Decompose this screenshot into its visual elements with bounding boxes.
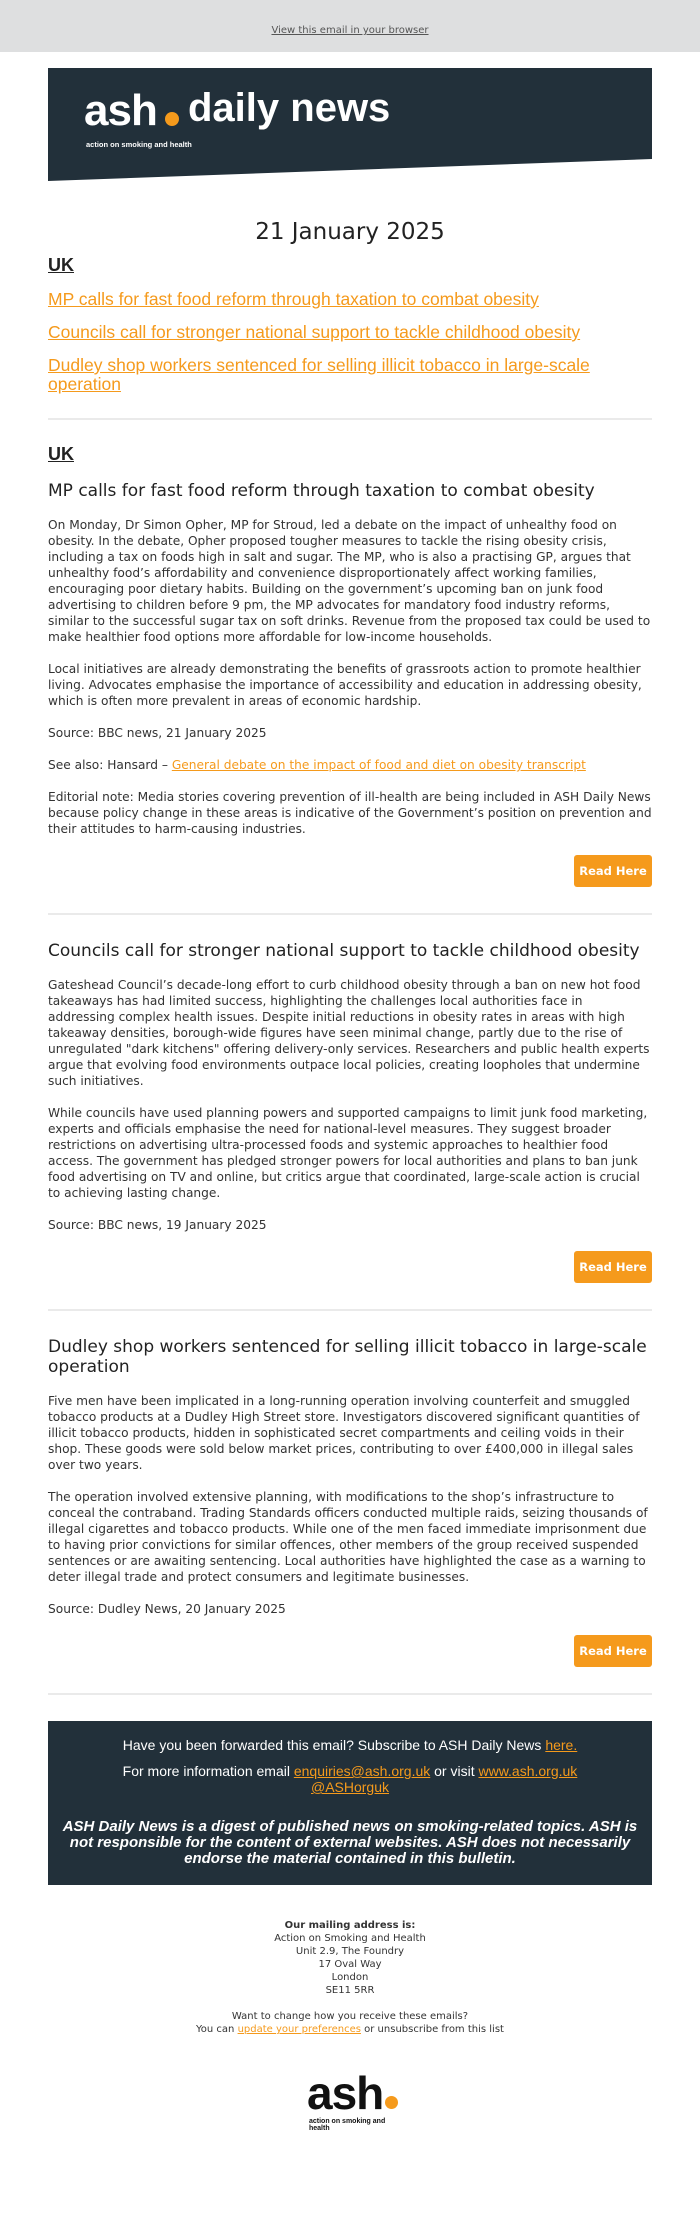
bottom-ash-logo <box>295 2066 405 2132</box>
address-line: Action on Smoking and Health <box>274 1933 426 1944</box>
ash-logo-dot <box>165 112 179 126</box>
button-row <box>48 1251 652 1283</box>
article-paragraph: The operation involved extensive planning, with modifications to the shop’s infrastructure to conceal the contraband. Trading Standards officers conducted multiple raids, seizing thousands of illegal cigarettes and tobacco products. While one of the men faced immediate imprisonment due to having prior convictions for similar offences, other members of the group received suspended sentences or are awaiting sentencing. Local authorities have highlighted the case as a warning to deter illegal trade and protect consumers and legitimate businesses. <box>48 1490 648 1584</box>
preferences-line <box>48 2023 652 2036</box>
banner-title: daily news <box>188 86 391 130</box>
unsubscribe-text: or unsubscribe from this list <box>360 2024 504 2035</box>
mailing-address <box>48 1919 652 2036</box>
change-text: Want to change how you receive these emails? <box>231 2011 469 2022</box>
read-here-button[interactable]: Read Here <box>574 1635 652 1667</box>
article-paragraph: On Monday, Dr Simon Opher, MP for Stroud, led a debate on the impact of unhealthy food on obesity. In the debate, Opher proposed tougher measures to tackle the rising obesity crisis, including a tax on foods high in salt and sugar. The MP, who is also a practising GP, argues that unhealthy food’s affordability and convenience disproportionately affect working families, encouraging poor dietary habits. Building on the government’s upcoming ban on junk food advertising to children before 9 pm, the MP advocates for mandatory food industry reforms, similar to the successful sugar tax on soft drinks. Revenue from the proposed tax could be used to make healthier food options more affordable for low-income households. <box>48 518 651 644</box>
article-source: Source: BBC news, 21 January 2025 <box>48 726 267 740</box>
ash-logo: ash <box>84 86 157 135</box>
bottom-logo-text: ash <box>307 2067 384 2119</box>
ash-logo-tagline: action on smoking and health <box>86 140 192 149</box>
subscribe-link[interactable]: here. <box>545 1737 578 1753</box>
info-text: For more information email <box>122 1763 294 1779</box>
article-paragraph: Five men have been implicated in a long-running operation involving counterfeit and smuggled tobacco products at a Dudley High Street store. Investigators discovered significant quantities of illicit tobacco products, hidden in sophisticated secret compartments and ceiling voids in their shop. These goods were sold below market prices, contributing to over £400,000 in illegal sales over two years. <box>48 1394 640 1472</box>
article-title: Councils call for stronger national support to tackle childhood obesity <box>48 941 640 961</box>
you-can-text: You can <box>196 2024 238 2035</box>
address-line: London <box>331 1972 369 1983</box>
or-visit-text: or visit <box>430 1763 479 1779</box>
button-row <box>48 1635 652 1667</box>
mailing-label: Our mailing address is: <box>284 1920 416 1931</box>
footer-box <box>48 1721 652 1885</box>
article-2 <box>48 915 652 1283</box>
toc-section-heading: UK <box>48 255 74 275</box>
email-link[interactable]: enquiries@ash.org.uk <box>293 1763 431 1779</box>
button-row <box>48 855 652 887</box>
table-of-contents <box>48 290 652 394</box>
forwarded-text: Have you been forwarded this email? Subscribe to ASH Daily News <box>122 1737 546 1753</box>
article-paragraph: While councils have used planning powers and supported campaigns to limit junk food marketing, experts and officials emphasise the need for national-level measures. They suggest broader restrictions on advertising ultra-processed foods and systemic approaches to healthier food access. The government has pledged stronger powers for local authorities and plans to ban junk food advertising on TV and online, but critics argue that coordinated, large-scale action is crucial to achieving lasting change. <box>48 1106 648 1200</box>
article-paragraph: Gateshead Council’s decade-long effort to curb childhood obesity through a ban on new hot food takeaways has had limited success, highlighting the challenges local authorities face in addressing complex health issues. Despite initial reductions in obesity rates in areas with high takeaway densities, borough-wide figures have seen minimal change, partly due to the rise of unregulated "dark kitchens" offering delivery-only services. Researchers and public health experts argue that evolving food environments outpace local policies, creating loopholes that undermine such initiatives. <box>48 978 650 1088</box>
toc-link-1[interactable]: MP calls for fast food reform through taxation to combat obesity <box>48 289 539 309</box>
editorial-note: Editorial note: Media stories covering prevention of ill-health are being included in ASH Daily News because policy change in these areas is indicative of the Government’s position on prevention and their attitudes to harm-causing industries. <box>48 790 652 836</box>
read-here-button[interactable]: Read Here <box>574 855 652 887</box>
bottom-logo-tagline: action on smoking and health <box>309 2118 386 2132</box>
bottom-logo-dot <box>385 2096 398 2109</box>
update-preferences-link[interactable]: update your preferences <box>237 2024 361 2035</box>
article-section-heading: UK <box>48 444 74 464</box>
address-line: SE11 5RR <box>325 1985 375 1996</box>
see-also-link[interactable]: General debate on the impact of food and diet on obesity transcript <box>171 758 586 772</box>
twitter-line <box>62 1779 638 1795</box>
header-banner <box>48 68 652 181</box>
article-source: Source: BBC news, 19 January 2025 <box>48 1218 267 1232</box>
address-line: 17 Oval Way <box>318 1959 382 1970</box>
forwarded-line <box>62 1737 638 1753</box>
disclaimer: ASH Daily News is a digest of published news on smoking-related topics. ASH is not responsible for the content of external websites. ASH does not necessarily endorse the material contained in this bulletin. <box>62 1818 638 1867</box>
toc-link-3[interactable]: Dudley shop workers sentenced for selling illicit tobacco in large-scale operation <box>48 355 590 394</box>
toc-link-2[interactable]: Councils call for stronger national support to tackle childhood obesity <box>48 322 581 342</box>
article-3 <box>48 1311 652 1667</box>
see-also <box>48 757 652 773</box>
banner-wedge <box>48 159 652 181</box>
website-link[interactable]: www.ash.org.uk <box>478 1763 578 1779</box>
article-title: MP calls for fast food reform through taxation to combat obesity <box>48 481 595 501</box>
issue-date: 21 January 2025 <box>255 219 445 245</box>
see-also-prefix: See also: Hansard – <box>48 758 172 772</box>
view-in-browser-link[interactable]: View this email in your browser <box>271 25 429 36</box>
info-line <box>62 1763 638 1779</box>
preheader <box>0 0 700 52</box>
article-title: Dudley shop workers sentenced for selling illicit tobacco in large-scale operation <box>48 1337 647 1377</box>
divider <box>48 1693 652 1695</box>
email-body <box>48 68 652 2132</box>
article-1 <box>48 420 652 887</box>
twitter-link[interactable]: @ASHorguk <box>310 1779 390 1795</box>
article-paragraph: Local initiatives are already demonstrating the benefits of grassroots action to promote healthier living. Advocates emphasise the importance of accessibility and education in addressing obesity, which is often more prevalent in areas of economic hardship. <box>48 662 642 708</box>
article-source: Source: Dudley News, 20 January 2025 <box>48 1602 286 1616</box>
address-line: Unit 2.9, The Foundry <box>295 1946 405 1957</box>
read-here-button[interactable]: Read Here <box>574 1251 652 1283</box>
